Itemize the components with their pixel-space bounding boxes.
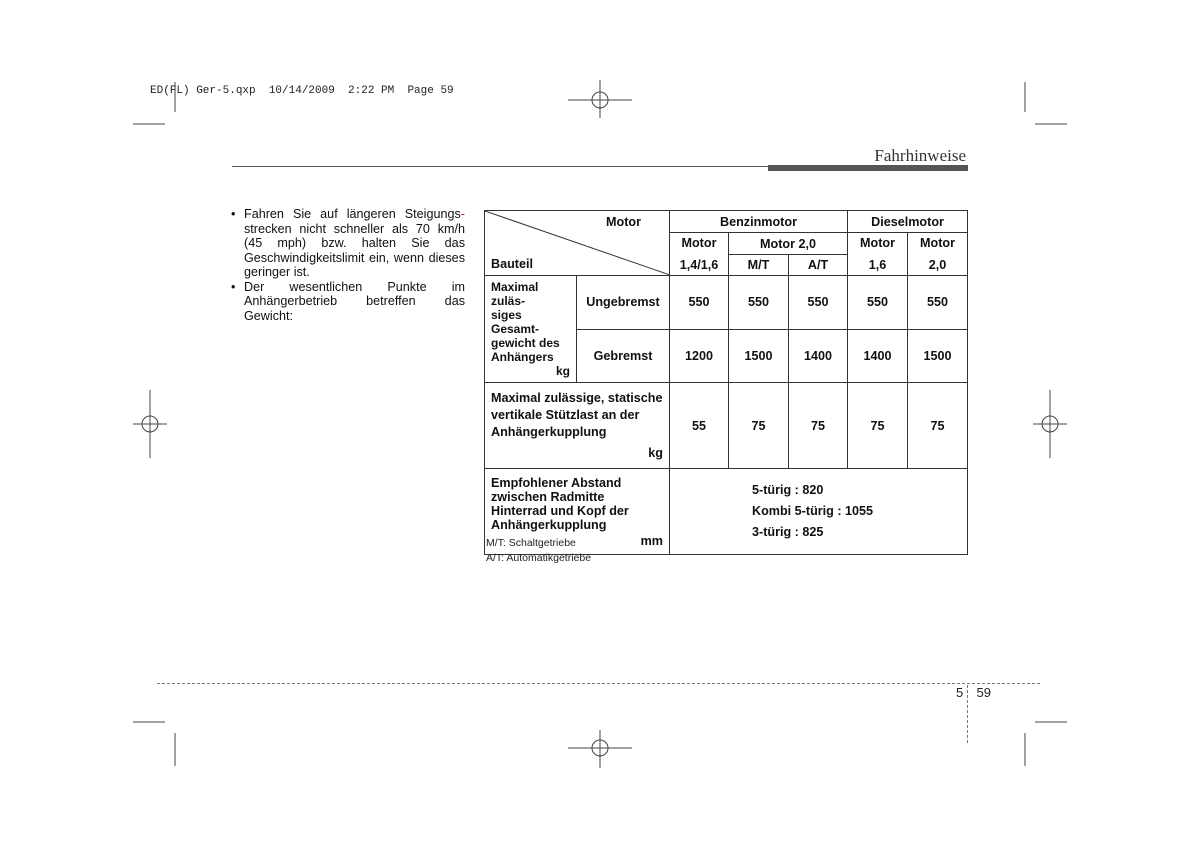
chapter-number: 5 [956,685,964,700]
row-label-line: siges Gesamt- [491,308,540,336]
value-cell: 75 [789,383,848,469]
bullet-list [230,207,465,323]
value-cell: 550 [908,276,968,330]
bullet-item [230,207,465,280]
row-label-line: Maximal zulässige, statische [491,390,663,405]
sublabel-ungebremst: Ungebremst [577,276,670,330]
subheader-motor-label: Motor [920,236,956,250]
subheader-size: 1,4/1,6 [679,258,719,272]
trailer-spec-table [484,210,968,555]
subheader-motor-20: Motor 2,0 [729,233,848,255]
value-cell: 75 [729,383,789,469]
registration-mark-bottom [568,730,632,768]
subheader-size: 2,0 [928,258,947,272]
subheader-motor-label: Motor [681,236,717,250]
value-cell: 75 [908,383,968,469]
subheader-diesel-16 [848,233,908,276]
section-title: Fahrhinweise [874,146,966,165]
page-number [956,685,991,700]
value-cell: 1200 [670,329,729,383]
row-unit: kg [648,445,663,460]
abstand-value: Kombi 5-türig : 1055 [752,504,874,518]
value-cell: 1500 [908,329,968,383]
value-cell: 1400 [789,329,848,383]
bullet-text: Der wesentlichen Punkte im Anhängerbetrieb betreffen das Gewicht: [244,279,465,323]
corner-label-bauteil: Bauteil [491,257,533,271]
value-cell: 75 [848,383,908,469]
row-label-line: Empfohlener Abstand [491,475,622,490]
header-rule [232,166,768,167]
abstand-value: 3-türig : 825 [752,525,824,539]
value-cell: 550 [848,276,908,330]
group-header-benzin: Benzinmotor [670,211,848,233]
footnote-mt: M/T: Schaltgetriebe [486,537,576,549]
abstand-value: 5-türig : 820 [752,483,824,497]
bullet-text-cont: strecken nicht schneller als 70 km/h (45 mph) bzw. halten Sie das Geschwindigkeitslimit ein, wenn dieses geringer ist. [244,221,465,279]
value-cell: 1400 [848,329,908,383]
subheader-benzin-14-16 [670,233,729,276]
row-label-gesamtgewicht [485,276,577,383]
row-label-line: Hinterrad und Kopf der [491,503,629,518]
corner-label-motor: Motor [606,215,641,229]
value-cell: 550 [729,276,789,330]
row-label-line: Anhängers [491,350,554,364]
page-number-value: 59 [976,685,991,700]
subheader-size: 1,6 [868,258,887,272]
footer-dashed-rule [157,683,1040,684]
row-unit: mm [640,533,663,548]
registration-mark-right [1033,390,1067,458]
footnote-at: A/T: Automatikgetriebe [486,552,592,564]
bullet-text: Fahren Sie auf längeren Steigungs [244,207,461,221]
row-label-line: Anhängerkupplung [491,517,607,532]
row-unit: kg [555,364,570,378]
sublabel-gebremst: Gebremst [577,329,670,383]
row-label-line: zwischen Radmitte [491,489,605,504]
row-label-stuetzlast [485,383,670,469]
abstand-values-cell [670,469,968,555]
value-cell: 55 [670,383,729,469]
header-corner-cell [485,211,670,276]
bullet-hyphen: - [460,207,465,221]
row-label-line: vertikale Stützlast an der [491,407,640,422]
group-header-diesel: Dieselmotor [848,211,968,233]
subheader-mt: M/T [729,255,789,276]
value-cell: 550 [789,276,848,330]
row-label-line: gewicht des [491,336,560,350]
row-label-line: Anhängerkupplung [491,424,607,439]
print-slug: ED(FL) Ger-5.qxp 10/14/2009 2:22 PM Page 59 [150,85,454,97]
value-cell: 550 [670,276,729,330]
registration-mark-top [568,80,632,118]
registration-mark-left [133,390,167,458]
bullet-item [230,280,465,324]
subheader-motor-label: Motor [860,236,895,250]
subheader-diesel-20 [908,233,968,276]
value-cell: 1500 [729,329,789,383]
row-label-line: Maximal zuläs- [491,280,539,308]
subheader-at: A/T [789,255,848,276]
header-rule-accent [768,165,968,171]
